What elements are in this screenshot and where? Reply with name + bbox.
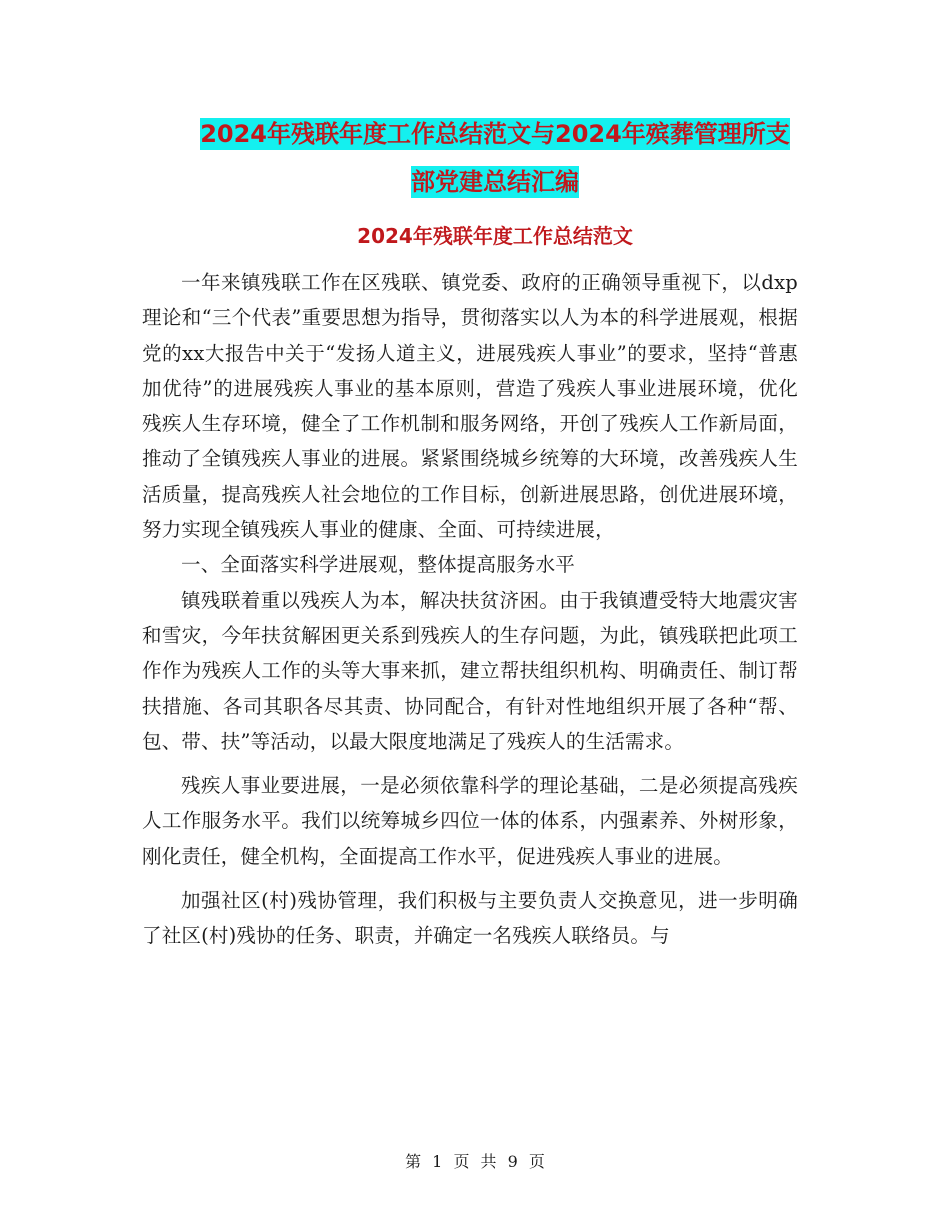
section-title: 2024年残联年度工作总结范文 bbox=[357, 224, 633, 248]
document-title-line-2: 部党建总结汇编 bbox=[411, 168, 579, 196]
document-title bbox=[140, 110, 850, 206]
document-title-line-1: 2024年残联年度工作总结范文与2024年殡葬管理所支 bbox=[200, 120, 790, 148]
paragraph-service-level: 残疾人事业要进展，一是必须依靠科学的理论基础，二是必须提高残疾人工作服务水平。我们以统筹城乡四位一体的体系，内强素养、外树形象，刚化责任，健全机构，全面提高工作水平，促进残疾人事业的进展。 bbox=[142, 774, 798, 868]
document-body bbox=[142, 265, 798, 954]
page-footer: 第 1 页 共 9 页 bbox=[405, 1152, 545, 1171]
paragraph-heading-one: 一、全面落实科学进展观，整体提高服务水平 bbox=[181, 553, 576, 577]
paragraph-poverty-relief: 镇残联着重以残疾人为本，解决扶贫济困。由于我镇遭受特大地震灾害和雪灾，今年扶贫解困更关系到残疾人的生存问题，为此，镇残联把此项工作作为残疾人工作的头等大事来抓，建立帮扶组织机构、明确责任、制订帮扶措施、各司其职各尽其责、协同配合，有针对性地组织开展了各种“帮、包、带、扶”等活动，以最大限度地满足了残疾人的生活需求。 bbox=[142, 588, 798, 753]
paragraph-community-management: 加强社区(村)残协管理，我们积极与主要负责人交换意见，进一步明确了社区(村)残协的任务、职责，并确定一名残疾人联络员。与 bbox=[142, 889, 798, 948]
paragraph-intro: 一年来镇残联工作在区残联、镇党委、政府的正确领导重视下，以dxp理论和“三个代表”重要思想为指导，贯彻落实以人为本的科学进展观，根据党的xx大报告中关于“发扬人道主义，进展残疾人事业”的要求，坚持“普惠加优待”的进展残疾人事业的基本原则，营造了残疾人事业进展环境，优化残疾人生存环境，健全了工作机制和服务网络，开创了残疾人工作新局面，推动了全镇残疾人事业的进展。紧紧围绕城乡统筹的大环境，改善残疾人生活质量，提高残疾人社会地位的工作目标，创新进展思路，创优进展环境，努力实现全镇残疾人事业的健康、全面、可持续进展， bbox=[142, 271, 798, 542]
